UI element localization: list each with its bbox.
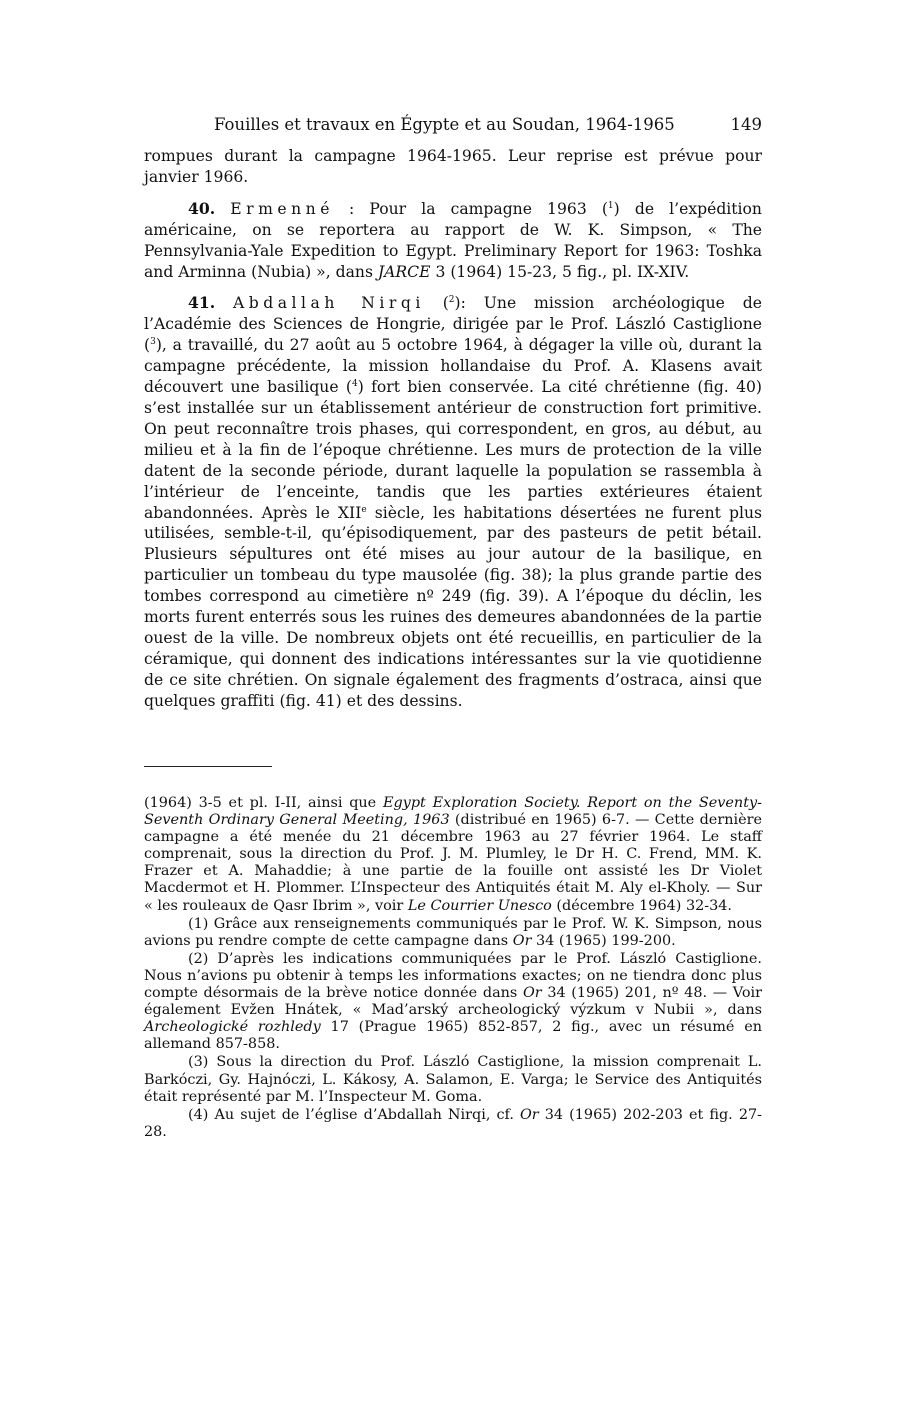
text-run: Grâce aux renseignements communiqués par le Prof. W. K. Simpson, nous avions pu rendre compte de cette campagne dans	[144, 915, 762, 949]
running-title: Fouilles et travaux en Égypte et au Soudan, 1964-1965	[214, 115, 675, 134]
section-number: 41.	[188, 293, 216, 313]
text-run: D’après les indications communiquées par le Prof. László Castiglione. Nous n’avions pu obtenir à temps les informations exactes; on ne tiendra donc plus compte désormais de la brève notice donnée dans	[144, 950, 762, 1002]
running-header	[144, 112, 762, 138]
italic-title: Archeologické rozhledy	[144, 1019, 321, 1036]
italic-title: Or	[512, 932, 532, 949]
footnotes	[144, 795, 762, 1141]
text-run: 34 (1965) 201, nº 48. — Voir également Evžen Hnátek, « Mad’arský archeologický výzkum v Nubii », dans	[144, 985, 762, 1019]
footnote-mark: (2)	[188, 950, 209, 967]
text-run: ): Une mission archéologique de l’Académie des Sciences de Hongrie, dirigée par le Prof. László Castiglione (	[144, 294, 762, 355]
site-name: Ermenné	[230, 199, 334, 218]
italic-title: Egypt Exploration Society. Report on the Seventy-Seventh Ordinary General Meeting, 1963	[144, 795, 762, 829]
footnote-mark: (4)	[188, 1106, 209, 1123]
journal-title: JARCE	[377, 262, 431, 281]
text-run: siècle, les habitations désertées ne furent plus utilisées, semble-t-il, qu’épisodiquement, par des pasteurs de petit bétail. Plusieurs sépultures ont été mises au jour autour de la basilique, en particulier un tombeau du type mausolée (fig. 38); la plus grande partie des tombes correspond au cimetière nº 249 (fig. 39). A l’époque du déclin, les morts furent enterrés sous les ruines des demeures abandonnées de la partie ouest de la ville. De nombreux objets ont été recueillis, en particulier de la céramique, qui donnent des indications intéressantes sur la vie quotidienne de ce site chrétien. On signale également des fragments d’ostraca, ainsi que quelques graffiti (fig. 41) et des dessins.	[144, 503, 762, 710]
text-run: (décembre 1964) 32-34.	[551, 897, 733, 914]
footnote-2	[144, 951, 762, 1054]
footnote-continuation	[144, 795, 762, 915]
italic-title: Or	[522, 985, 542, 1002]
footnote-1	[144, 916, 762, 950]
text-run: ) de l’expédition américaine, on se reportera au rapport de W. K. Simpson, « The Pennsylvania-Yale Expedition to Egypt. Preliminary Report for 1963: Toshka and Arminna (Nubia) », dans	[144, 199, 762, 281]
note-reference: 1	[607, 200, 614, 211]
footnote-3	[144, 1054, 762, 1105]
carryover-paragraph: rompues durant la campagne 1964-1965. Leur reprise est prévue pour janvier 1966.	[144, 147, 762, 186]
text-run: (distribué en 1965) 6-7. — Cette dernière campagne a été menée du 21 décembre 1963 au 27 février 1964. Le staff comprenait, sous la direction du Prof. J. M. Plumley, le Dr H. C. Frend, MM. K. Frazer et A. Mahaddie; à une partie de la fouille ont assisté les Dr Violet Macdermot et H. Plommer. L’Inspecteur des Antiquités était M. Aly el-Kholy. — Sur « les rouleaux de Qasr Ibrim », voir	[144, 812, 762, 914]
text-run: Sous la direction du Prof. László Castiglione, la mission comprenait L. Barkóczi, Gy. Hajnóczi, L. Kákosy, A. Salamon, E. Varga; le Service des Antiquités était représenté par M. l’Inspecteur M. Goma.	[144, 1054, 762, 1105]
text-run: 3 (1964) 15-23, 5 fig., pl. IX-XIV.	[430, 262, 690, 281]
footnote-mark: (3)	[188, 1054, 209, 1071]
section-41-paragraph	[144, 293, 762, 711]
text-run: 17 (Prague 1965) 852-857, 2 fig., avec un résumé en allemand 857-858.	[144, 1019, 762, 1053]
section-40-paragraph	[144, 199, 762, 283]
superscript-e: e	[361, 504, 367, 515]
section-number: 40.	[188, 198, 216, 218]
text-run: 34 (1965) 199-200.	[531, 932, 676, 949]
text-run: (	[424, 294, 449, 313]
italic-title: Or	[520, 1106, 539, 1123]
text-run: ) fort bien conservée. La cité chrétienne (fig. 40) s’est installée sur un établissement antérieur de construction fort primitive. On peut reconnaître trois phases, qui correspondent, en gros, au début, au milieu et à la fin de l’époque chrétienne. Les murs de protection de la ville datent de la seconde période, durant laquelle la population se rassembla à l’intérieur de l’enceinte, tandis que les parties extérieures étaient abandonnées. Après le XII	[144, 378, 762, 522]
italic-title: Le Courrier Unesco	[407, 897, 552, 914]
site-name: Abdallah Nirqi	[233, 294, 425, 313]
text-run: Au sujet de l’église d’Abdallah Nirqi, cf.	[208, 1106, 520, 1123]
footnote-mark: (1)	[188, 915, 209, 932]
note-reference: 4	[351, 378, 358, 389]
note-reference: 3	[150, 337, 156, 348]
footnote-4	[144, 1107, 762, 1141]
page-number: 149	[730, 115, 762, 134]
footnote-separator	[144, 766, 272, 767]
text-run: : Pour la campagne 1963 (	[333, 199, 608, 218]
text-run: (1964) 3-5 et pl. I-II, ainsi que	[144, 795, 383, 811]
note-reference: 2	[448, 295, 455, 306]
text-run: ), a travaillé, du 27 août au 5 octobre 1964, à dégager la ville où, durant la campagne précédente, la mission hollandaise du Prof. A. Klasens avait découvert une basilique (	[144, 336, 762, 397]
main-text	[144, 146, 762, 712]
text-run: 34 (1965) 202-203 et fig. 27-28.	[144, 1106, 762, 1140]
